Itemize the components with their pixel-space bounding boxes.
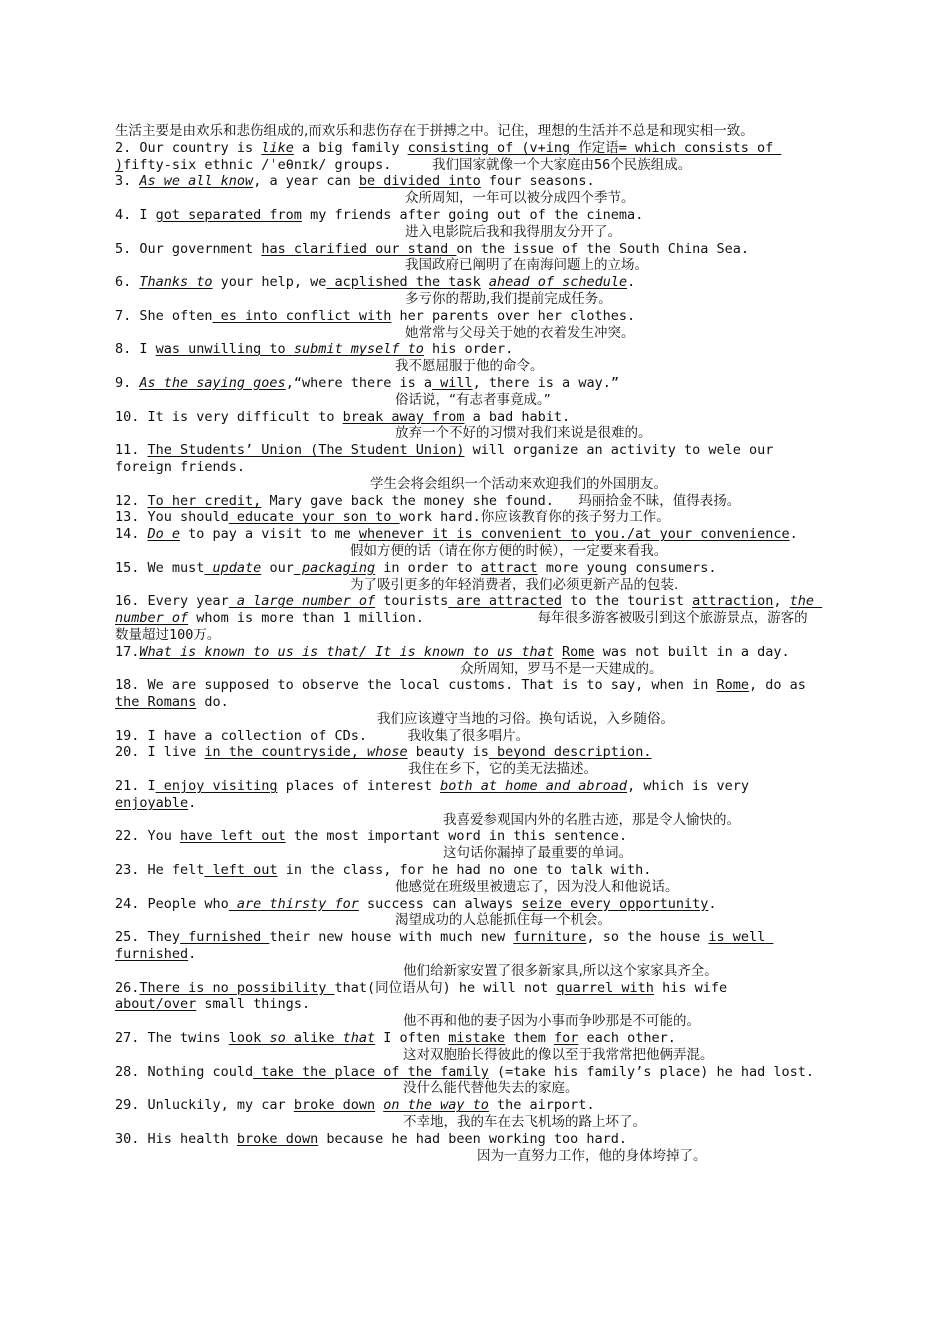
text-segment bbox=[554, 644, 562, 660]
phrase-highlight: the Romans bbox=[115, 694, 197, 711]
phrase-highlight: like bbox=[261, 139, 294, 156]
translation-line bbox=[115, 224, 815, 241]
translation-line bbox=[115, 711, 815, 728]
phrase-highlight: that bbox=[342, 1030, 376, 1047]
phrase-highlight: broke down bbox=[293, 1097, 376, 1114]
phrase-highlight: ahead of schedule bbox=[488, 274, 628, 291]
sentence-line bbox=[115, 375, 815, 392]
text-segment: to pay a visit to me bbox=[180, 526, 359, 543]
sentence-line bbox=[115, 173, 815, 190]
phrase-highlight: quarrel with bbox=[556, 979, 654, 996]
translation-line bbox=[115, 425, 815, 442]
phrase-highlight: packaging bbox=[293, 559, 376, 576]
text-segment: 8. I bbox=[115, 341, 156, 358]
text-segment: the airport. bbox=[488, 1097, 595, 1114]
text-segment: 俗话说，“有志者事竟成。” bbox=[395, 391, 551, 408]
text-segment: more young consumers. bbox=[537, 559, 717, 576]
text-segment: Mary gave back the money she found. 玛丽拾金不昧，值得表扬。 bbox=[261, 492, 741, 509]
phrase-highlight: As we all know bbox=[139, 173, 254, 190]
translation-line bbox=[115, 1013, 815, 1030]
phrase-highlight: so bbox=[269, 1030, 286, 1047]
phrase-highlight: left out bbox=[204, 862, 278, 879]
text-segment: because he had been working too hard. bbox=[318, 1130, 628, 1147]
phrase-highlight: will bbox=[432, 374, 473, 391]
text-segment: a bad habit. bbox=[464, 408, 571, 425]
sentence-line bbox=[115, 728, 815, 745]
phrase-highlight: a large number of bbox=[228, 593, 376, 610]
phrase-highlight: As the saying goes bbox=[139, 374, 286, 391]
phrase-highlight: mistake bbox=[448, 1030, 506, 1047]
text-segment: was not built in a day. bbox=[594, 643, 790, 660]
sentence-line bbox=[115, 274, 815, 291]
phrase-highlight: seize every opportunity bbox=[521, 895, 709, 912]
phrase-highlight: educate your son to bbox=[228, 509, 400, 526]
phrase-highlight: Thanks to bbox=[139, 274, 213, 291]
text-segment: 他不再和他的妻子因为小事而争吵那是不可能的。 bbox=[403, 1013, 700, 1030]
text-segment: our bbox=[261, 559, 294, 576]
phrase-highlight: submit myself to bbox=[293, 341, 424, 358]
text-segment: 6. bbox=[115, 274, 140, 291]
phrase-highlight: on the way to bbox=[383, 1097, 489, 1114]
sentence-line bbox=[115, 308, 815, 325]
text-segment: 这对双胞胎长得彼此的像以至于我常常把他俩弄混。 bbox=[403, 1046, 714, 1063]
text-segment: work hard.你应该教育你的孩子努力工作。 bbox=[399, 509, 670, 526]
translation-line bbox=[115, 476, 815, 493]
sentence-line bbox=[115, 509, 815, 526]
text-segment: 20. I live bbox=[115, 744, 205, 761]
text-segment: , which is very bbox=[627, 778, 758, 795]
text-segment: 众所周知，一年可以被分成四个季节。 bbox=[405, 190, 635, 207]
phrase-highlight: attraction bbox=[692, 593, 774, 610]
text-segment: , bbox=[773, 593, 790, 610]
text-segment: your help, we bbox=[212, 274, 327, 291]
text-segment: 她常常与父母关于她的衣着发生冲突。 bbox=[405, 324, 635, 341]
text-segment: I often bbox=[375, 1030, 449, 1047]
sentence-line bbox=[115, 560, 815, 577]
text-segment: 27. The twins bbox=[115, 1030, 229, 1047]
translation-line bbox=[115, 1080, 815, 1097]
phrase-highlight: take the place of the family bbox=[253, 1063, 489, 1080]
text-segment: . bbox=[188, 946, 197, 963]
text-segment: 23. He felt bbox=[115, 862, 205, 879]
translation-line bbox=[115, 577, 815, 594]
sentence-line bbox=[115, 140, 815, 174]
sentence-line bbox=[115, 980, 815, 1014]
phrase-highlight: What is known to us is that/ It is known to us that bbox=[139, 643, 554, 660]
text-segment: , a year can bbox=[253, 173, 359, 190]
phrase-highlight: has clarified our stand bbox=[261, 240, 457, 257]
text-segment: beauty is bbox=[407, 744, 489, 761]
sentence-line bbox=[115, 644, 815, 661]
text-segment: their new house with much new bbox=[269, 929, 514, 946]
sentence-line bbox=[115, 493, 815, 510]
translation-line bbox=[115, 1047, 815, 1064]
text-segment: that(同位语从句) he will not bbox=[334, 979, 557, 996]
text-segment: 4. I bbox=[115, 206, 156, 223]
text-segment: 没什么能代替他失去的家庭。 bbox=[403, 1080, 579, 1097]
text-segment: 我们应该遵守当地的习俗。换句话说，入乡随俗。 bbox=[377, 710, 674, 727]
sentence-line bbox=[115, 677, 815, 711]
text-segment: 21. I bbox=[115, 778, 156, 795]
translation-line bbox=[115, 543, 815, 560]
text-segment: (=take his family’s place) he had lost. bbox=[488, 1063, 814, 1080]
sentence-line bbox=[115, 241, 815, 258]
text-segment: , so the house bbox=[586, 929, 709, 946]
text-segment: do. bbox=[196, 694, 229, 711]
text-segment: 这句话你漏掉了最重要的单词。 bbox=[443, 845, 632, 862]
sentence-line bbox=[115, 778, 815, 812]
text-segment: his order. bbox=[423, 341, 514, 358]
text-segment: success can always bbox=[358, 895, 522, 912]
text-segment: . bbox=[789, 526, 798, 543]
phrase-highlight: consisting of (v+ing 作定语= which consists of ) bbox=[115, 139, 782, 173]
text-segment: 我不愿屈服于他的命令。 bbox=[395, 358, 544, 375]
phrase-highlight: break away from bbox=[342, 408, 465, 425]
text-segment: 19. I have a collection of CDs. 我收集了很多唱片。 bbox=[115, 727, 530, 744]
text-segment: to the tourist bbox=[562, 593, 693, 610]
text-segment: . bbox=[627, 274, 636, 291]
text-segment: 30. His health bbox=[115, 1130, 237, 1147]
translation-line bbox=[115, 912, 815, 929]
text-segment: 12. bbox=[115, 492, 148, 509]
translation-line bbox=[115, 879, 815, 896]
text-segment: a big family bbox=[293, 139, 408, 156]
translation-line bbox=[115, 358, 815, 375]
text-segment: 5. Our government bbox=[115, 240, 262, 257]
translation-line bbox=[115, 761, 815, 778]
phrase-highlight: To her credit, bbox=[147, 492, 262, 509]
text-segment: 多亏你的帮助,我们提前完成任务。 bbox=[405, 290, 612, 307]
text-segment: 众所周知，罗马不是一天建成的。 bbox=[460, 660, 663, 677]
text-segment: 9. bbox=[115, 374, 140, 391]
text-segment: 28. Nothing could bbox=[115, 1063, 254, 1080]
text-segment: 15. We must bbox=[115, 559, 205, 576]
phrase-highlight: The Students’ Union (The Student Union) bbox=[147, 442, 465, 459]
text-segment: each other. bbox=[578, 1030, 676, 1047]
text-segment bbox=[481, 274, 489, 290]
sentence-line bbox=[115, 929, 815, 963]
text-segment: 我喜爱参观国内外的名胜古迹，那是令人愉快的。 bbox=[443, 811, 740, 828]
text-segment: . bbox=[708, 895, 717, 912]
text-segment: 3. bbox=[115, 173, 140, 190]
text-segment: them bbox=[505, 1030, 554, 1047]
phrase-highlight: was unwilling to bbox=[155, 341, 294, 358]
text-segment: 假如方便的话（请在你方便的时候），一定要来看我。 bbox=[350, 542, 668, 559]
text-segment: 18. We are supposed to observe the local customs. That is to say, when in bbox=[115, 677, 717, 694]
phrase-highlight: look bbox=[228, 1030, 270, 1047]
phrase-highlight: whose bbox=[366, 744, 408, 761]
text-segment: 生活主要是由欢乐和悲伤组成的,而欢乐和悲伤存在于拼搏之中。记住，理想的生活并不总是和现实相一致。 bbox=[115, 123, 754, 139]
text-segment: 22. You bbox=[115, 828, 181, 845]
sentence-line bbox=[115, 409, 815, 426]
text-segment: 我住在乡下，它的美无法描述。 bbox=[408, 761, 597, 778]
text-segment: on the issue of the South China Sea. bbox=[456, 240, 749, 257]
phrase-highlight: got separated from bbox=[155, 206, 302, 223]
text-segment: in the class, for he had no one to talk with. bbox=[277, 862, 652, 879]
text-segment: 10. It is very difficult to bbox=[115, 408, 343, 425]
phrase-highlight: attract bbox=[480, 559, 538, 576]
text-segment: small things. bbox=[196, 996, 311, 1013]
phrase-highlight: whenever it is convenient to you./at your convenience bbox=[358, 526, 790, 543]
text-segment: fifty-six ethnic /ˈeθnɪk/ groups. 我们国家就像一个大家庭由56个民族组成。 bbox=[123, 156, 692, 173]
phrase-highlight: furnished bbox=[180, 929, 270, 946]
phrase-highlight: furniture bbox=[513, 929, 587, 946]
text-segment: 进入电影院后我和我得朋友分开了。 bbox=[405, 223, 621, 240]
sentence-line bbox=[115, 1097, 815, 1114]
phrase-highlight: alike bbox=[285, 1030, 343, 1047]
translation-line bbox=[115, 392, 815, 409]
phrase-highlight: Do e bbox=[147, 526, 181, 543]
translation-line bbox=[115, 812, 815, 829]
phrase-highlight: have left out bbox=[180, 828, 286, 845]
text-segment: 因为一直努力工作，他的身体垮掉了。 bbox=[477, 1147, 707, 1164]
text-segment: 13. You should bbox=[115, 509, 229, 526]
sentence-line bbox=[115, 744, 815, 761]
phrase-highlight: be divided into bbox=[358, 173, 481, 190]
text-segment: 学生会将会组织一个活动来欢迎我们的外国朋友。 bbox=[370, 475, 667, 492]
text-segment: 不幸地，我的车在去飞机场的路上坏了。 bbox=[403, 1114, 646, 1131]
text-segment: her parents over her clothes. bbox=[391, 307, 636, 324]
translation-line bbox=[115, 325, 815, 342]
phrase-highlight: enjoy visiting bbox=[155, 778, 278, 795]
text-segment: the most important word in this sentence. bbox=[285, 828, 628, 845]
phrase-highlight: beyond description. bbox=[488, 744, 652, 761]
sentence-line bbox=[115, 896, 815, 913]
text-segment: in order to bbox=[375, 559, 481, 576]
translation-line bbox=[115, 190, 815, 207]
text-segment: 放弃一个不好的习惯对我们来说是很难的。 bbox=[395, 425, 652, 442]
sentence-line bbox=[115, 1030, 815, 1047]
sentence-line bbox=[115, 123, 815, 140]
translation-line bbox=[115, 1148, 815, 1165]
text-segment: 他感觉在班级里被遗忘了，因为没人和他说话。 bbox=[395, 878, 679, 895]
text-segment: 29. Unluckily, my car bbox=[115, 1097, 294, 1114]
document-page bbox=[115, 123, 823, 1164]
text-segment: whom is more than 1 million. 每年很多游客被吸引到这个旅游景点，游客的数量超过100万。 bbox=[115, 610, 808, 643]
text-segment: 他们给新家安置了很多新家具,所以这个家家具齐全。 bbox=[403, 962, 718, 979]
phrase-highlight: update bbox=[204, 559, 262, 576]
text-segment: 2. Our country is bbox=[115, 139, 262, 156]
text-segment: 17. bbox=[115, 643, 140, 660]
phrase-highlight: Rome bbox=[716, 677, 749, 694]
translation-line bbox=[115, 1114, 815, 1131]
sentence-line bbox=[115, 526, 815, 543]
text-segment: 11. bbox=[115, 442, 148, 459]
phrase-highlight: both at home and abroad bbox=[440, 778, 628, 795]
phrase-highlight: are thirsty for bbox=[228, 895, 359, 912]
phrase-highlight: for bbox=[553, 1030, 579, 1047]
text-segment: 7. She often bbox=[115, 307, 213, 324]
text-segment: , do as bbox=[748, 677, 814, 694]
phrase-highlight: There is no possibility bbox=[139, 979, 335, 996]
text-segment: places of interest bbox=[277, 778, 441, 795]
phrase-highlight: are attracted bbox=[448, 593, 563, 610]
sentence-line bbox=[115, 828, 815, 845]
text-segment: 我国政府已阐明了在南海问题上的立场。 bbox=[405, 257, 648, 274]
text-segment: will organize an activity to wele our foreign friends. bbox=[115, 442, 782, 475]
translation-line bbox=[115, 661, 815, 678]
text-segment: 14. bbox=[115, 526, 148, 543]
phrase-highlight: acplished the task bbox=[326, 274, 481, 291]
text-segment: tourists bbox=[375, 593, 449, 610]
sentence-line bbox=[115, 1064, 815, 1081]
phrase-highlight: the number of bbox=[115, 593, 823, 627]
text-segment: ,“where there is a bbox=[285, 374, 433, 391]
translation-line bbox=[115, 963, 815, 980]
phrase-highlight: es into conflict with bbox=[212, 307, 392, 324]
phrase-highlight: broke down bbox=[236, 1130, 319, 1147]
translation-line bbox=[115, 257, 815, 274]
phrase-highlight: is well furnished bbox=[115, 929, 774, 963]
translation-line bbox=[115, 845, 815, 862]
text-segment: , there is a way.” bbox=[472, 374, 619, 391]
phrase-highlight: in the countryside, bbox=[204, 744, 367, 761]
sentence-line bbox=[115, 862, 815, 879]
text-segment: my friends after going out of the cinema. bbox=[301, 206, 644, 223]
text-segment: 为了吸引更多的年轻消费者，我们必须更新产品的包装. bbox=[350, 576, 679, 593]
phrase-highlight: Rome bbox=[562, 643, 595, 660]
sentence-line bbox=[115, 593, 823, 643]
sentence-line bbox=[115, 341, 815, 358]
text-segment: 16. Every year bbox=[115, 593, 229, 610]
phrase-highlight: about/over bbox=[115, 996, 197, 1013]
sentence-line bbox=[115, 442, 815, 476]
text-segment: 24. People who bbox=[115, 895, 229, 912]
text-segment: 渴望成功的人总能抓住每一个机会。 bbox=[395, 912, 611, 929]
translation-line bbox=[115, 291, 815, 308]
text-segment: . bbox=[188, 794, 197, 811]
phrase-highlight: enjoyable bbox=[115, 794, 189, 811]
sentence-line bbox=[115, 1131, 815, 1148]
text-segment: four seasons. bbox=[480, 173, 595, 190]
sentence-line bbox=[115, 207, 815, 224]
text-segment: 25. They bbox=[115, 929, 181, 946]
text-segment: his wife bbox=[653, 979, 736, 996]
text-segment: 26. bbox=[115, 979, 140, 996]
text-segment bbox=[375, 1097, 383, 1113]
